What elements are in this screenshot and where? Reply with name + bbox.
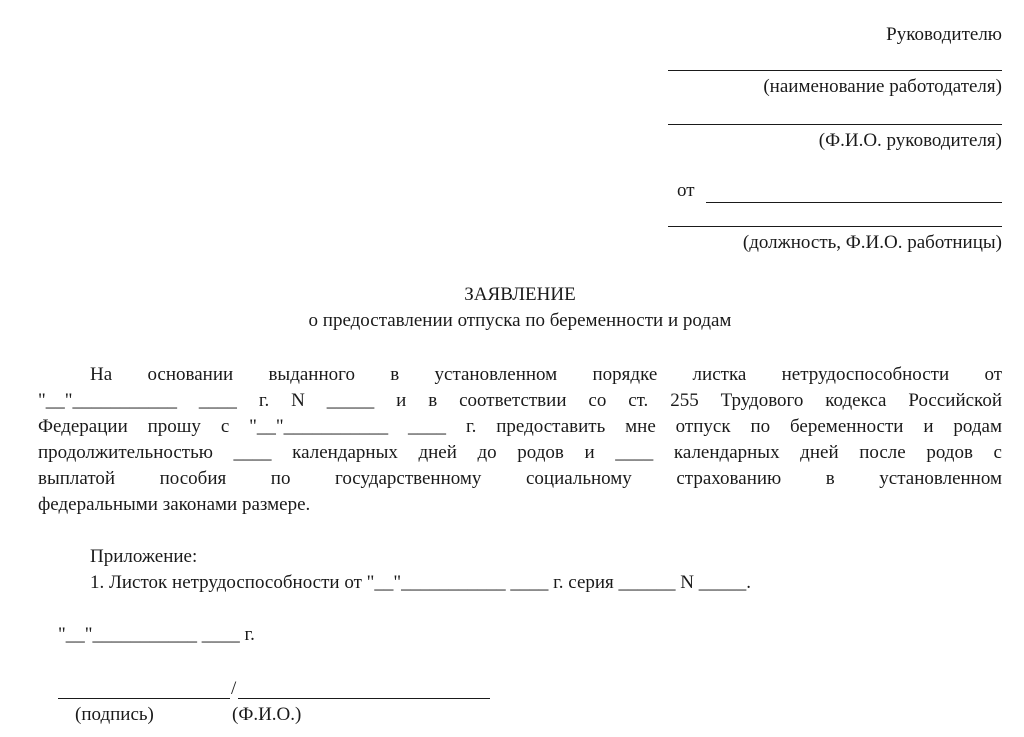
signature-slash: / bbox=[231, 678, 237, 699]
body-line-5: выплатой пособия по государственному социальному страхованию в установленном bbox=[38, 468, 1002, 489]
employer-name-line[interactable] bbox=[668, 70, 1002, 71]
document-title: ЗАЯВЛЕНИЕ bbox=[464, 284, 576, 305]
from-label: от bbox=[677, 180, 695, 201]
manager-name-line[interactable] bbox=[668, 124, 1002, 125]
attachment-label: Приложение: bbox=[90, 546, 198, 567]
addressee-to: Руководителю bbox=[886, 24, 1002, 45]
body-line-2: "__"___________ ____ г. N _____ и в соответствии со ст. 255 Трудового кодекса Российской bbox=[38, 390, 1002, 411]
date-line: "__"___________ ____ г. bbox=[58, 624, 255, 645]
signature-name-caption: (Ф.И.О.) bbox=[232, 704, 302, 725]
manager-caption: (Ф.И.О. руководителя) bbox=[818, 130, 1002, 151]
employer-caption: (наименование работодателя) bbox=[763, 76, 1002, 97]
attachment-item-1: 1. Листок нетрудоспособности от "__"___________ ____ г. серия ______ N _____. bbox=[90, 572, 752, 593]
body-line-4: продолжительностью ____ календарных дней до родов и ____ календарных дней после родов с bbox=[38, 442, 1002, 463]
signature-name-line[interactable] bbox=[238, 698, 490, 699]
employee-from-line[interactable] bbox=[706, 202, 1002, 203]
document-subtitle: о предоставлении отпуска по беременности и родам bbox=[308, 310, 732, 331]
signature-caption: (подпись) bbox=[75, 704, 154, 725]
body-line-3: Федерации прошу с "__"___________ ____ г. предоставить мне отпуск по беременности и родам bbox=[38, 416, 1002, 437]
body-line-6: федеральными законами размере. bbox=[38, 494, 311, 515]
signature-line[interactable] bbox=[58, 698, 230, 699]
body-line-1: На основании выданного в установленном порядке листка нетрудоспособности от bbox=[90, 364, 1002, 385]
employee-caption: (должность, Ф.И.О. работницы) bbox=[742, 232, 1002, 253]
employee-name-line[interactable] bbox=[668, 226, 1002, 227]
